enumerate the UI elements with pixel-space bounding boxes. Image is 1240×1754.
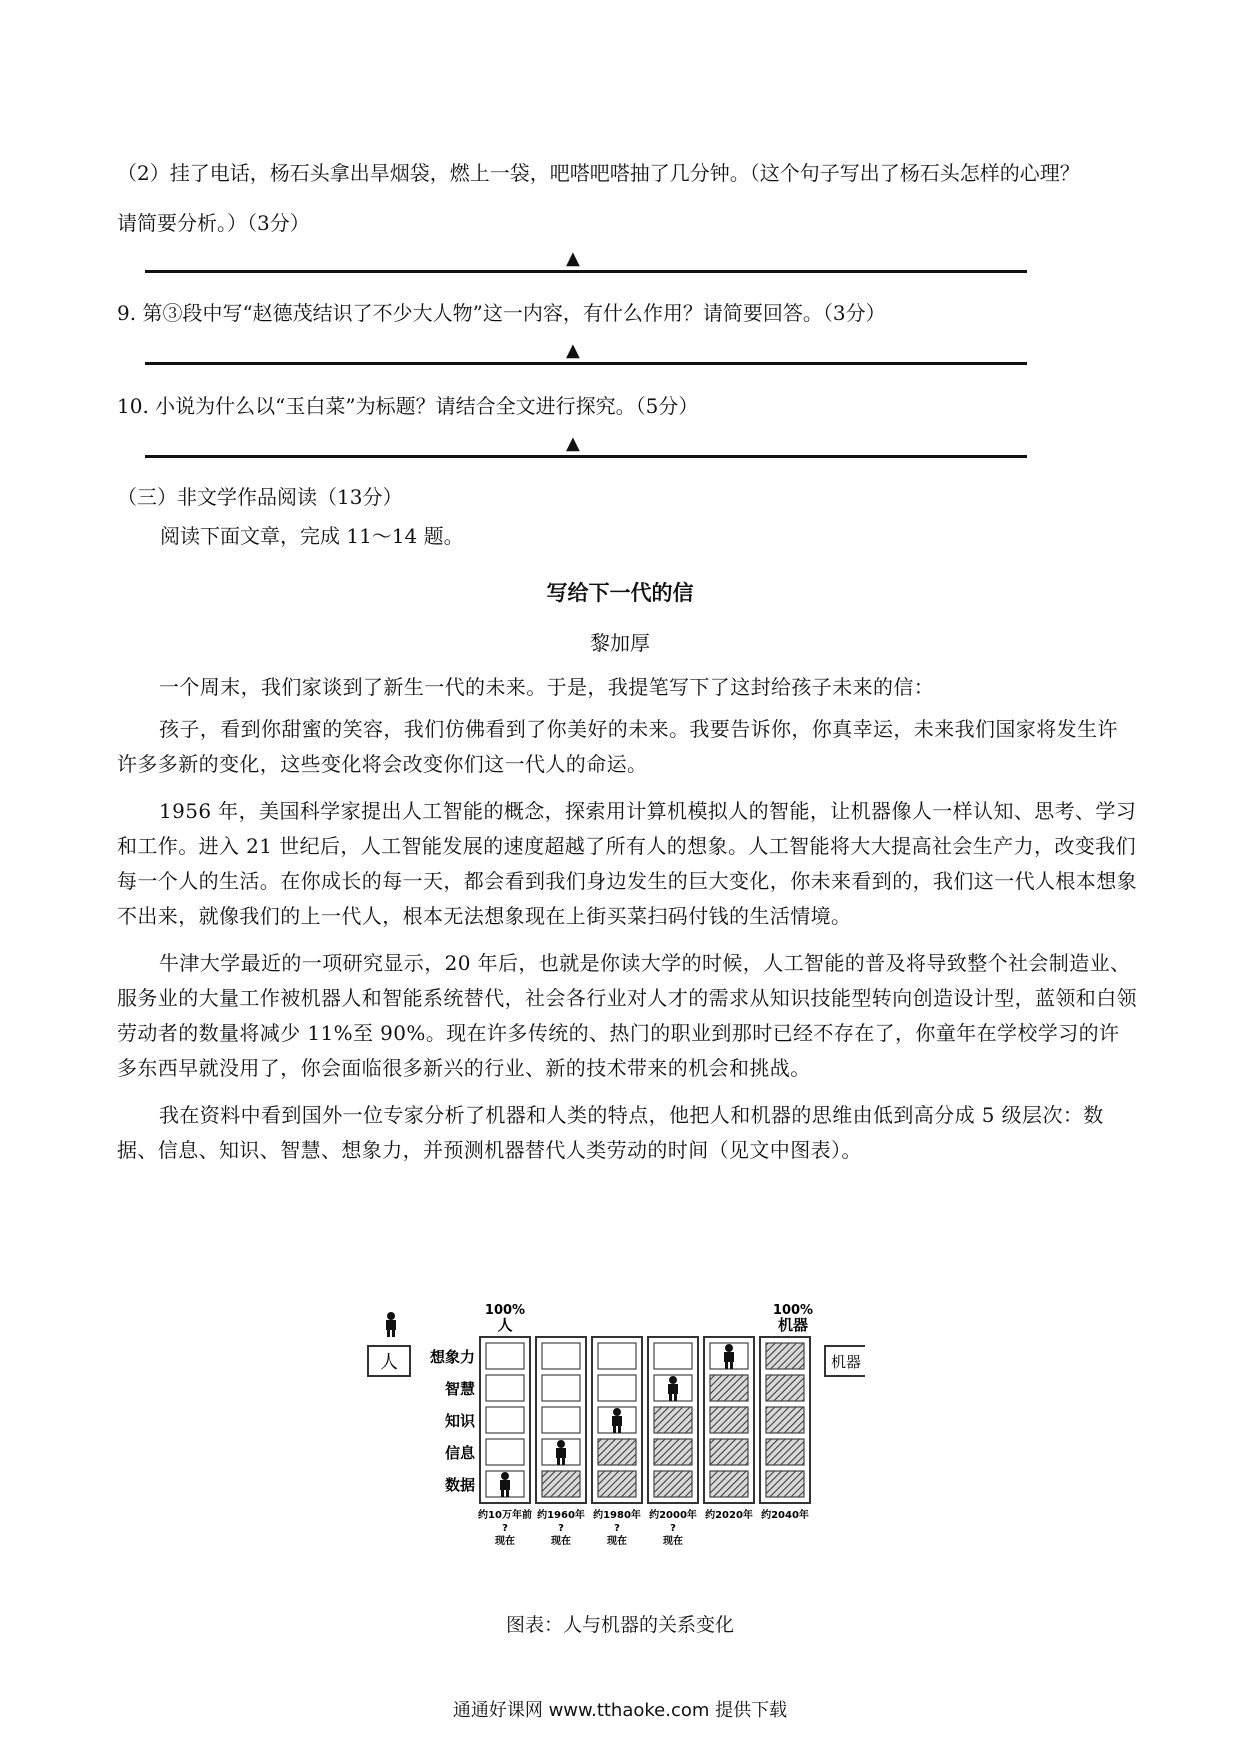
machine-cell bbox=[766, 1407, 804, 1433]
article-paragraph: 1956 年，美国科学家提出人工智能的概念，探索用计算机模拟人的智能，让机器像人一样认知、思考、学习和工作。进入 21 世纪后，人工智能发展的速度超越了所有人的想象。人工智能将大大提高社会生产力，改变我们每一个人的生活。在你成长的每一天，都会看到我们身边发生的巨大变化，你未来看到的，我们这一代人根本想象不出来，就像我们的上一代人，根本无法想象现在上街买菜扫码付钱的生活情境。 bbox=[117, 799, 1137, 928]
article-body bbox=[117, 670, 1137, 1168]
machine-cell bbox=[766, 1343, 804, 1369]
article-paragraph: 牛津大学最近的一项研究显示，20 年后，也就是你读大学的时候，人工智能的普及将导致整个社会制造业、服务业的大量工作被机器人和智能系统替代，社会各行业对人才的需求从知识技能型转向创造设计型，蓝领和白领劳动者的数量将减少 11%至 90%。现在许多传统的、热门的职业到那时已经不存在了，你童年在学校学习的许多东西早就没用了，你会面临很多新兴的行业、新的技术带来的机会和挑战。 bbox=[117, 951, 1137, 1080]
machine-cell bbox=[654, 1407, 692, 1433]
period-label: 约2000年 bbox=[649, 1510, 697, 1521]
answer-line-8[interactable] bbox=[145, 270, 1027, 273]
period-label: 现在 bbox=[495, 1536, 515, 1547]
human-cell bbox=[486, 1375, 524, 1401]
machine-cell bbox=[598, 1439, 636, 1465]
top-left-sub: 人 bbox=[497, 1316, 513, 1334]
article-paragraph: 孩子，看到你甜蜜的笑容，我们仿佛看到了你美好的未来。我要告诉你，你真幸运，未来我们国家将发生许许多多新的变化，这些变化将会改变你们这一代人的命运。 bbox=[117, 717, 1118, 776]
question-10: 10. 小说为什么以“玉白菜”为标题？请结合全文进行探究。（5分） bbox=[117, 394, 699, 418]
period-label: 现在 bbox=[551, 1536, 571, 1547]
top-left-percent: 100% bbox=[484, 1303, 526, 1318]
article-paragraph: 我在资料中看到国外一位专家分析了机器和人类的特点，他把人和机器的思维由低到高分成 5 级层次：数据、信息、知识、智慧、想象力，并预测机器替代人类劳动的时间（见文中图表）。 bbox=[117, 1103, 1104, 1162]
period-label: ? bbox=[502, 1523, 508, 1534]
human-machine-figure bbox=[365, 1300, 865, 1565]
answer-line-10[interactable] bbox=[145, 455, 1027, 458]
figure-caption: 图表：人与机器的关系变化 bbox=[505, 1614, 734, 1636]
top-right-sub: 机器 bbox=[777, 1316, 809, 1334]
level-label: 数据 bbox=[444, 1476, 475, 1494]
machine-cell bbox=[710, 1471, 748, 1497]
human-cell bbox=[542, 1407, 580, 1433]
person-icon bbox=[386, 1312, 396, 1337]
machine-cell bbox=[710, 1375, 748, 1401]
machine-cell bbox=[766, 1439, 804, 1465]
level-label: 知识 bbox=[444, 1412, 475, 1430]
article-title: 写给下一代的信 bbox=[546, 581, 694, 605]
machine-box-label: 机器 bbox=[830, 1353, 862, 1371]
human-cell bbox=[542, 1375, 580, 1401]
machine-cell bbox=[710, 1407, 748, 1433]
answer-marker-10: ▲ bbox=[566, 433, 580, 454]
period-label: 约1980年 bbox=[593, 1510, 641, 1521]
period-label: 约1960年 bbox=[537, 1510, 585, 1521]
page-footer: 通通好课网 www.tthaoke.com 提供下载 bbox=[452, 1700, 788, 1721]
person-box-label: 人 bbox=[380, 1352, 398, 1373]
human-cell bbox=[486, 1407, 524, 1433]
period-label: ? bbox=[670, 1523, 676, 1534]
machine-cell bbox=[542, 1471, 580, 1497]
machine-cell bbox=[654, 1439, 692, 1465]
question-8-2-line2: 请简要分析。）（3分） bbox=[117, 211, 310, 235]
machine-cell bbox=[598, 1471, 636, 1497]
machine-cell bbox=[766, 1375, 804, 1401]
human-cell bbox=[486, 1439, 524, 1465]
answer-marker-9: ▲ bbox=[566, 340, 580, 361]
human-cell bbox=[598, 1343, 636, 1369]
period-label: 约10万年前 bbox=[478, 1510, 532, 1521]
period-label: 约2020年 bbox=[705, 1510, 753, 1521]
period-label: 现在 bbox=[607, 1536, 627, 1547]
human-cell bbox=[598, 1375, 636, 1401]
machine-cell bbox=[654, 1471, 692, 1497]
article-author: 黎加厚 bbox=[590, 631, 650, 655]
question-8-2-line1: （2）挂了电话，杨石头拿出旱烟袋，燃上一袋，吧嗒吧嗒抽了几分钟。（这个句子写出了杨石头怎样的心理？ bbox=[117, 161, 1080, 185]
top-right-percent: 100% bbox=[772, 1303, 814, 1318]
machine-cell bbox=[766, 1471, 804, 1497]
level-label: 信息 bbox=[444, 1444, 475, 1462]
article-paragraph: 一个周末，我们家谈到了新生一代的未来。于是，我提笔写下了这封给孩子未来的信： bbox=[159, 675, 935, 699]
human-cell bbox=[486, 1343, 524, 1369]
section-instruction: 阅读下面文章，完成 11～14 题。 bbox=[160, 524, 464, 548]
answer-line-9[interactable] bbox=[145, 362, 1027, 365]
machine-cell bbox=[710, 1439, 748, 1465]
answer-marker-8: ▲ bbox=[566, 248, 580, 269]
period-label: 现在 bbox=[663, 1536, 683, 1547]
level-label: 想象力 bbox=[429, 1348, 475, 1366]
level-label: 智慧 bbox=[444, 1380, 475, 1398]
period-label: ? bbox=[614, 1523, 620, 1534]
human-cell bbox=[654, 1343, 692, 1369]
period-label: 约2040年 bbox=[761, 1510, 809, 1521]
question-9: 9. 第③段中写“赵德茂结识了不少大人物”这一内容，有什么作用？请简要回答。（3分） bbox=[117, 301, 886, 325]
human-cell bbox=[542, 1343, 580, 1369]
period-label: ? bbox=[558, 1523, 564, 1534]
section-heading: （三）非文学作品阅读（13分） bbox=[117, 485, 403, 509]
